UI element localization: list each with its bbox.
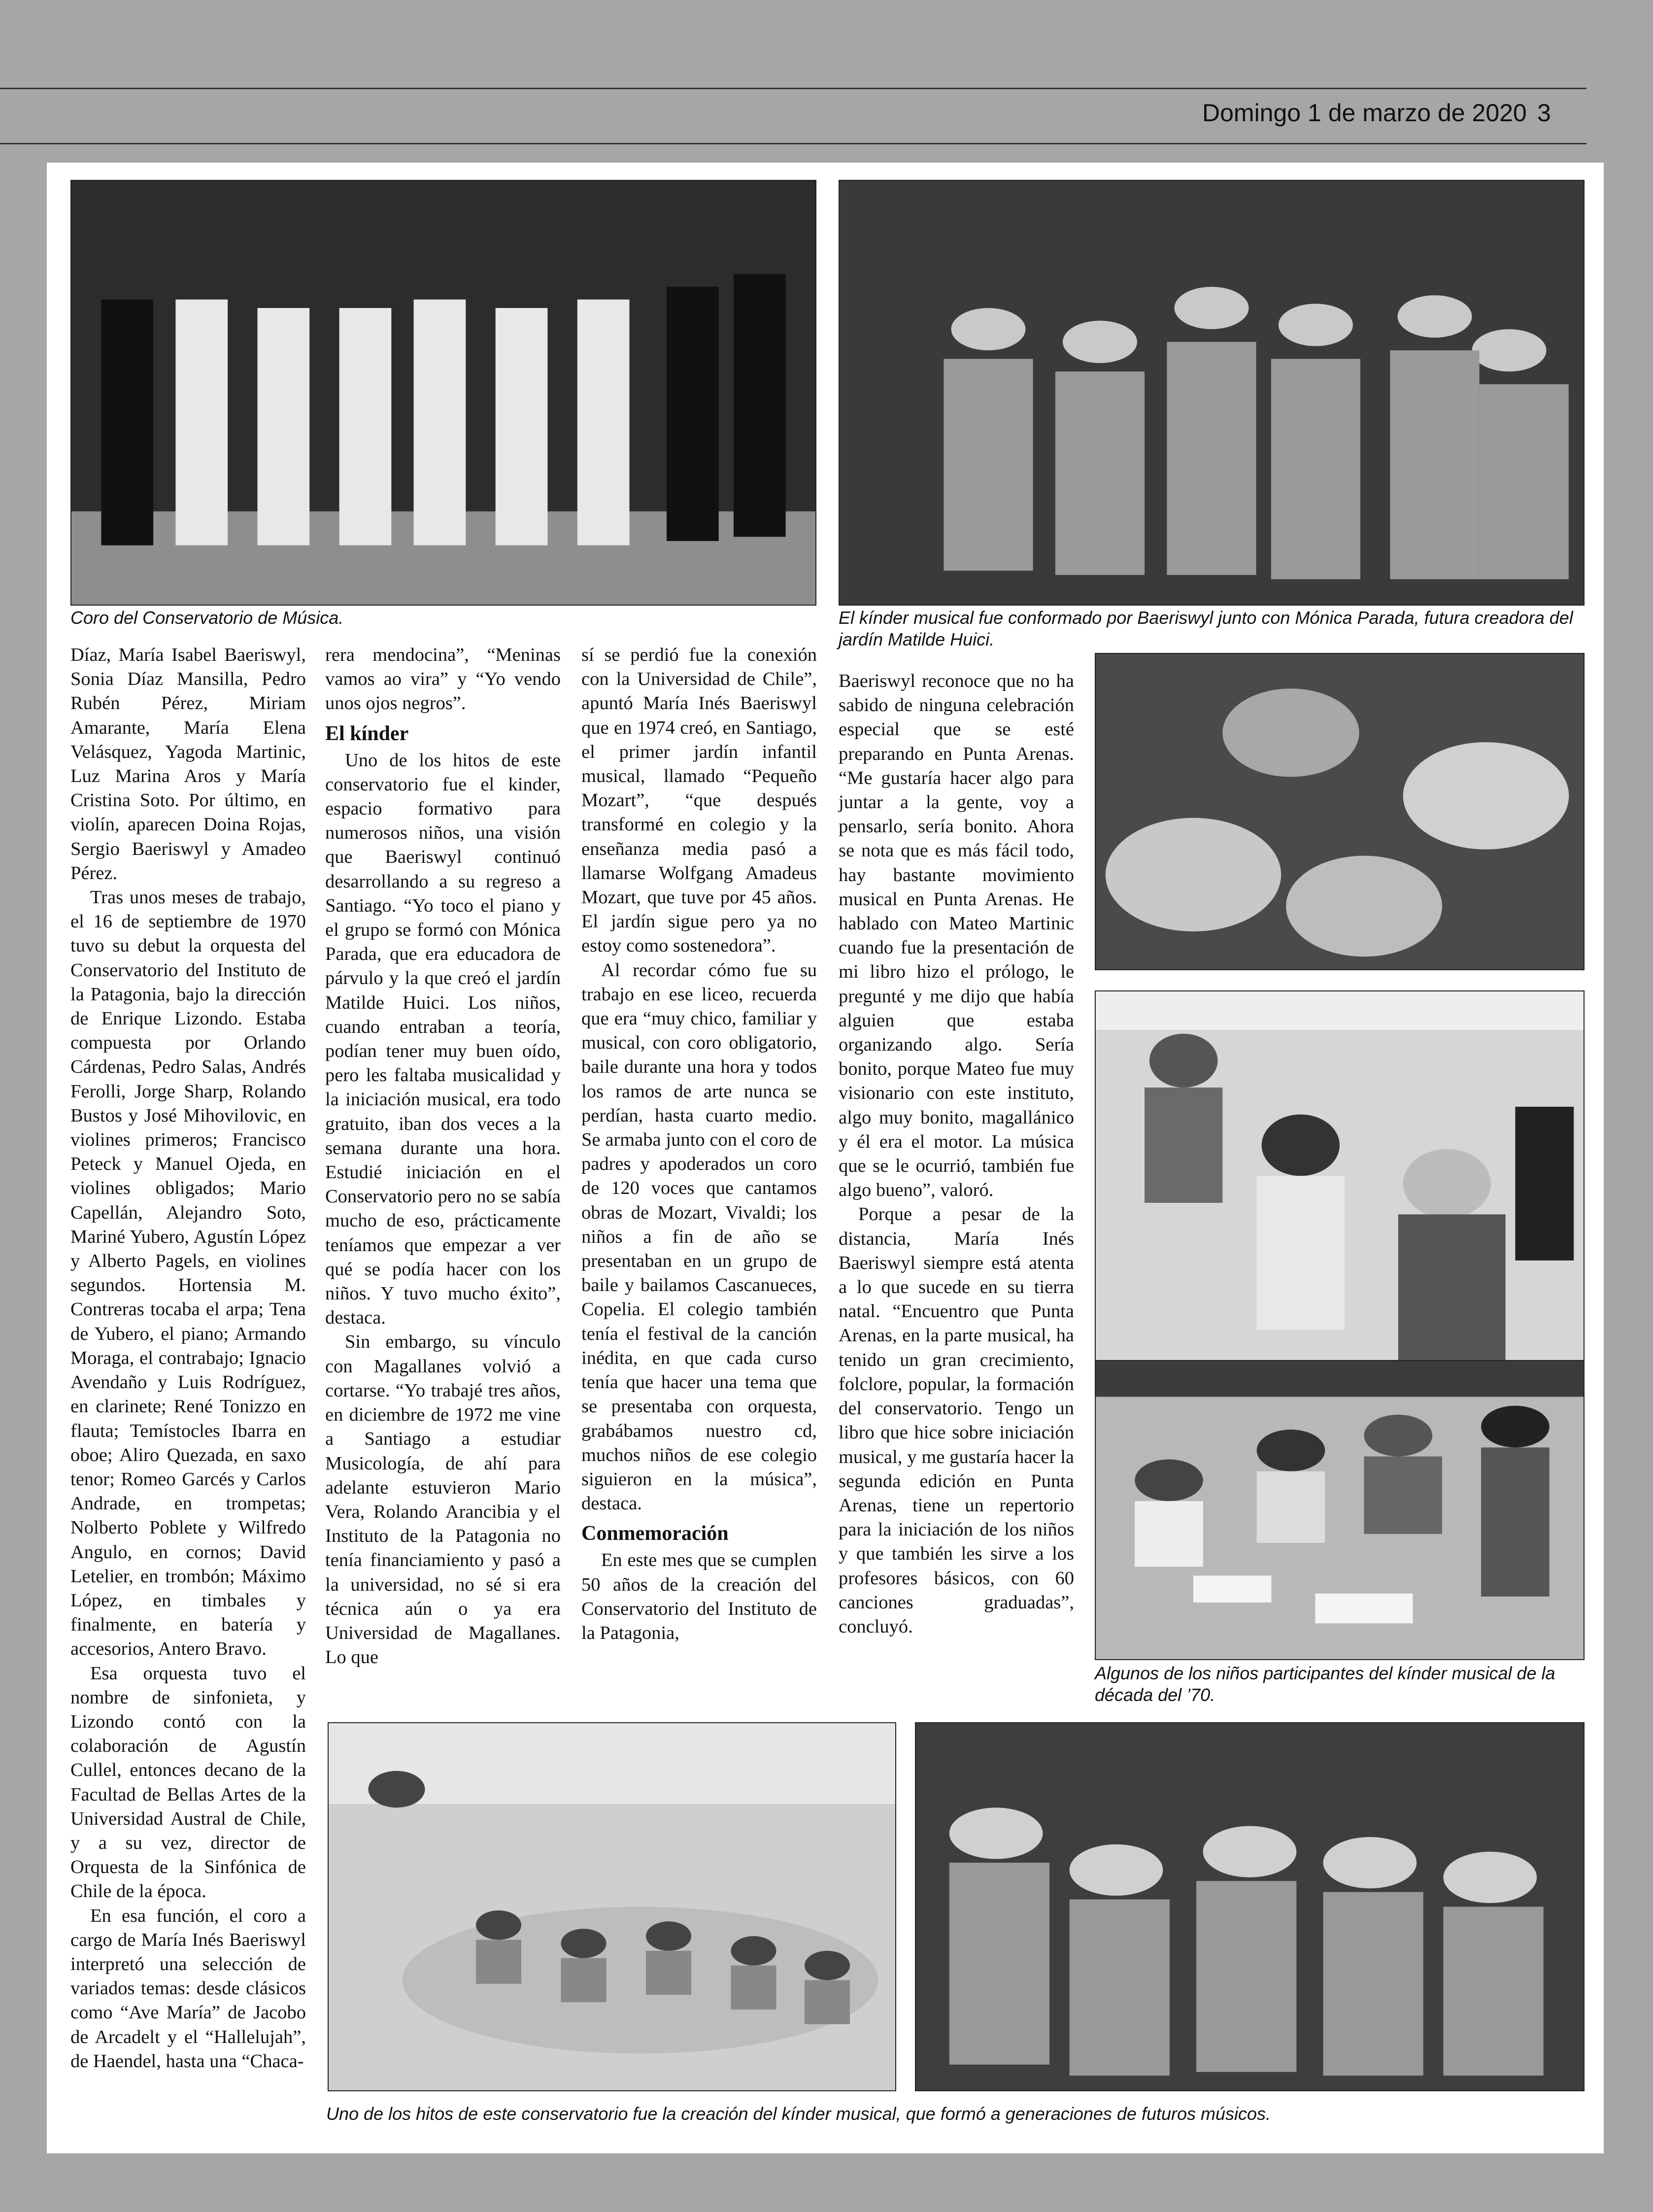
article-column-3 — [581, 643, 817, 1645]
paragraph: Baeriswyl reconoce que no ha sabido de ninguna celebración especial que se esté preparando en Punta Arenas. “Me gustaría hacer algo para juntar a la gente, voy a pensarlo, sería bonito. Ahora se nota que es más fácil todo, hay bastante movimiento musical en Punta Arenas. He hablado con Mateo Martinic cuando fue la presentación de mi libro hizo el prólogo, le pregunté y me dijo que había alguien que estaba organizando algo. Sería bonito, porque Mateo fue muy visionario con este instituto, algo muy bonito, magallánico y él era el motor. La música que se le ocurrió, también fue algo bueno”, valoró. — [839, 671, 1074, 1201]
kinder-photo-1 — [1095, 653, 1585, 970]
paragraph: Uno de los hitos de este conservatorio fue el kinder, espacio formativo para numerosos niños, una visión que Baeriswyl continuó desarrollando a su regreso a Santiago. “Yo toco el piano y el grupo se formó con Mónica Parada, que era educadora de párvulo y la que creó el jardín Matilde Huici. Los niños, cuando entraban a teoría, podían tener muy buen oído, pero les faltaba musicalidad y la iniciación musical, era todo gratuito, iban dos veces a la semana durante una hora. Estudié iniciación en el Conservatorio pero no se sabía mucho de eso, prácticamente teníamos que empezar a ver qué se podía hacer con los niños. Y tuvo mucho éxito”, destaca. — [325, 749, 561, 1328]
paragraph: Al recordar cómo fue su trabajo en ese liceo, recuerda que era “muy chico, familiar y musical, con coro obligatorio, baile durante una hora y todos los ramos de arte nunca se perdían, hasta cuarto medio. Se armaba junto con el coro de padres y apoderados un coro de 120 voces que cantamos obras de Mozart, Vivaldi; los niños a fin de año se presentaban en un grupo de baile y bailamos Cascanueces, Copelia. El colegio también tenía el festival de la canción inédita, en que cada curso tenía que hacer una tema que se presentaba con orquesta, grabábamos nuestro cd, muchos niños de ese colegio siguieron en la música”, destaca. — [581, 959, 817, 1514]
paragraph: Porque a pesar de la distancia, María Inés Baeriswyl siempre está atenta a lo que sucede en su tierra natal. “Encuentro que Punta Arenas, en la parte musical, ha tenido un gran crecimiento, folclore, popular, la formación del conservatorio. Tengo un libro que hice sobre iniciación musical, y me gustaría hacer la segunda edición en Punta Arenas, tiene un repertorio para la iniciación de los niños y que también les sirve a los profesores básicos, con 60 canciones graduadas”, concluyó. — [839, 1204, 1074, 1637]
paragraph: Tras unos meses de trabajo, el 16 de septiembre de 1970 tuvo su debut la orquesta del Conservatorio del Instituto de la Patagonia, bajo la dirección de Enrique Lizondo. Estaba compuesta por Orlando Cárdenas, Pedro Salas, Andrés Ferolli, Jorge Sharp, Rolando Bustos y José Mihovilovic, en violines primeros; Francisco Peteck y Manuel Ojeda, en violines obligados; Mario Capellán, Alejandro Soto, Mariné Yubero, Agustín López y Alberto Pagels, en violines segundos. Hortensia M. Contreras tocaba el arpa; Tena de Yubero, el piano; Armando Moraga, el contrabajo; Ignacio Avendaño y Luis Rodríguez, en clarinete; René Tonizzo en flauta; Temístocles Ibarra en oboe; Aliro Quezada, en saxo tenor; Romeo Garcés y Carlos Andrade, en trompetas; Nolberto Poblete y Wilfredo Angulo, en cornos; David Letelier, en trombón; Máximo López, en timbales y finalmente, en batería y accesorios, Antero Bravo. — [70, 887, 306, 1660]
choir-photo — [70, 180, 816, 606]
paragraph: Díaz, María Isabel Baeriswyl, Sonia Díaz Mansilla, Pedro Rubén Pérez, Miriam Amarante, María Elena Velásquez, Yagoda Martinic, Luz Marina Aros y María Cristina Soto. Por último, en violín, aparecen Doina Rojas, Sergio Baeriswyl y Amadeo Pérez. — [70, 645, 306, 884]
article-column-1 — [70, 643, 306, 2074]
kinder-musical-caption: El kínder musical fue conformado por Baeriswyl junto con Mónica Parada, futura creadora del jardín Matilde Huici. — [839, 608, 1573, 649]
kinder-photo-2 — [1095, 990, 1585, 1377]
header-bottom-rule — [0, 143, 1586, 144]
bottom-caption: Uno de los hitos de este conservatorio fue la creación del kínder musical, que formó a generaciones de futuros músicos. — [326, 2104, 1271, 2124]
kinder-photo-3 — [1095, 1360, 1585, 1660]
bottom-photo-left — [328, 1722, 896, 2091]
paragraph: En esa función, el coro a cargo de María Inés Baeriswyl interpretó una selección de variados temas: desde clásicos como “Ave María” de Jacobo de Arcadelt y el “Hallelujah”, de Haendel, hasta una “Chaca- — [70, 1905, 306, 2072]
issue-date: Domingo 1 de marzo de 2020 — [1202, 99, 1527, 127]
choir-caption: Coro del Conservatorio de Música. — [70, 608, 344, 628]
article-column-2 — [325, 643, 561, 1669]
paragraph: En este mes que se cumplen 50 años de la creación del Conservatorio del Instituto de la Patagonia, — [581, 1550, 817, 1643]
paragraph: Sin embargo, su vínculo con Magallanes volvió a cortarse. “Yo trabajé tres años, en diciembre de 1972 me vine a Santiago a estudiar Musicología, de ahí para adelante estuvieron Mario Vera, Rolando Arancibia y el Instituto de la Patagonia no tenía financiamiento y pasó a la universidad, no sé si era técnica aún o ya era Universidad de Magallanes. Lo que — [325, 1331, 561, 1668]
section-heading-kinder: El kínder — [325, 722, 409, 745]
header-top-rule — [0, 88, 1586, 89]
paragraph: Esa orquesta tuvo el nombre de sinfonieta, y Lizondo contó con la colaboración de Agustín Cullel, entonces decano de la Facultad de Bellas Artes de la Universidad Austral de Chile, y a su vez, director de Orquesta de la Sinfónica de Chile de la época. — [70, 1663, 306, 1902]
page-number: 3 — [1537, 99, 1551, 127]
section-heading-conmemoracion: Conmemoración — [581, 1522, 729, 1545]
kinder-70s-caption: Algunos de los niños participantes del kínder musical de la década del ’70. — [1095, 1663, 1555, 1705]
article-column-4 — [839, 669, 1074, 1639]
kinder-musical-photo — [839, 180, 1585, 606]
paragraph: rera mendocina”, “Meninas vamos ao vira” y “Yo vendo unos ojos negros”. — [325, 645, 561, 714]
paragraph: sí se perdió fue la conexión con la Universidad de Chile”, apuntó María Inés Baeriswyl que en 1974 creó, en Santiago, el primer jardín infantil musical, llamado “Pequeño Mozart”, “que después transformé en colegio y la enseñanza media pasó a llamarse Wolfgang Amadeus Mozart, que tuve por 45 años. El jardín sigue pero ya no estoy como sostenedora”. — [581, 645, 817, 956]
bottom-photo-right — [915, 1722, 1585, 2091]
